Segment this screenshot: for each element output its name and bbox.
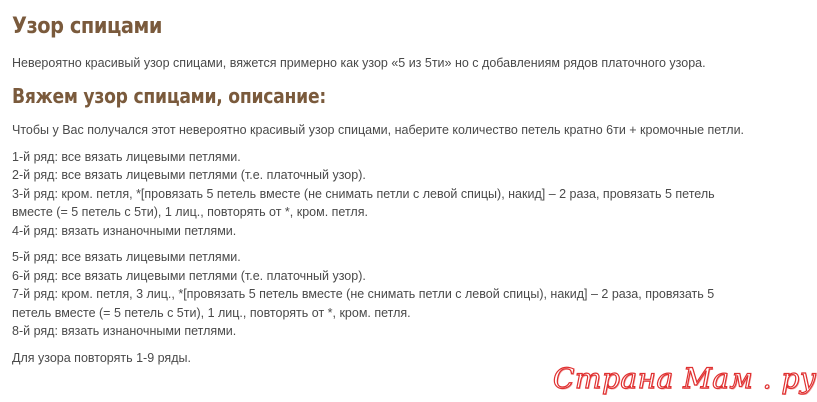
instructions-intro: Чтобы у Вас получался этот невероятно красивый узор спицами, наберите количество петель кратно 6ти + кромочные петли. xyxy=(12,123,745,137)
row-1: 1-й ряд: все вязать лицевыми петлями. xyxy=(12,149,241,164)
repeat-note: Для узора повторять 1-9 ряды. xyxy=(12,350,191,365)
row-8: 8-й ряд: вязать изнаночными петлями. xyxy=(12,324,237,338)
row-5: 5-й ряд: все вязать лицевыми петлями. xyxy=(12,250,241,264)
row-3: 3-й ряд: кром. петля, *[провязать 5 петель вместе (не снимать петли с левой спицы), накид] – 2 раза, провязать 5 петель вместе (= 5 петель с 5ти), 1 лиц., повторять от *, кром. петля. xyxy=(12,186,715,219)
row-4: 4-й ряд: вязать изнаночными петлями. xyxy=(12,223,237,238)
site-watermark: Страна Мам . ру xyxy=(553,362,817,395)
intro-text: Невероятно красивый узор спицами, вяжется примерно как узор «5 из 5ти» но с добавлениям рядов платочного узора. xyxy=(12,56,706,70)
instructions xyxy=(12,121,747,367)
row-6: 6-й ряд: все вязать лицевыми петлями (т.е. платочный узор). xyxy=(12,268,366,283)
section-heading: Вяжем узор спицами, описание: xyxy=(12,84,326,108)
row-7: 7-й ряд: кром. петля, 3 лиц., *[провязать 5 петель вместе (не снимать петли с левой спицы), накид] – 2 раза, провязать 5 петель вместе (= 5 петель с 5ти), 1 лиц., повторять от *, кром. петля. xyxy=(12,287,715,320)
page-title: Узор спицами xyxy=(12,14,163,39)
row-2: 2-й ряд: все вязать лицевыми петлями (т.е. платочный узор). xyxy=(12,168,366,182)
